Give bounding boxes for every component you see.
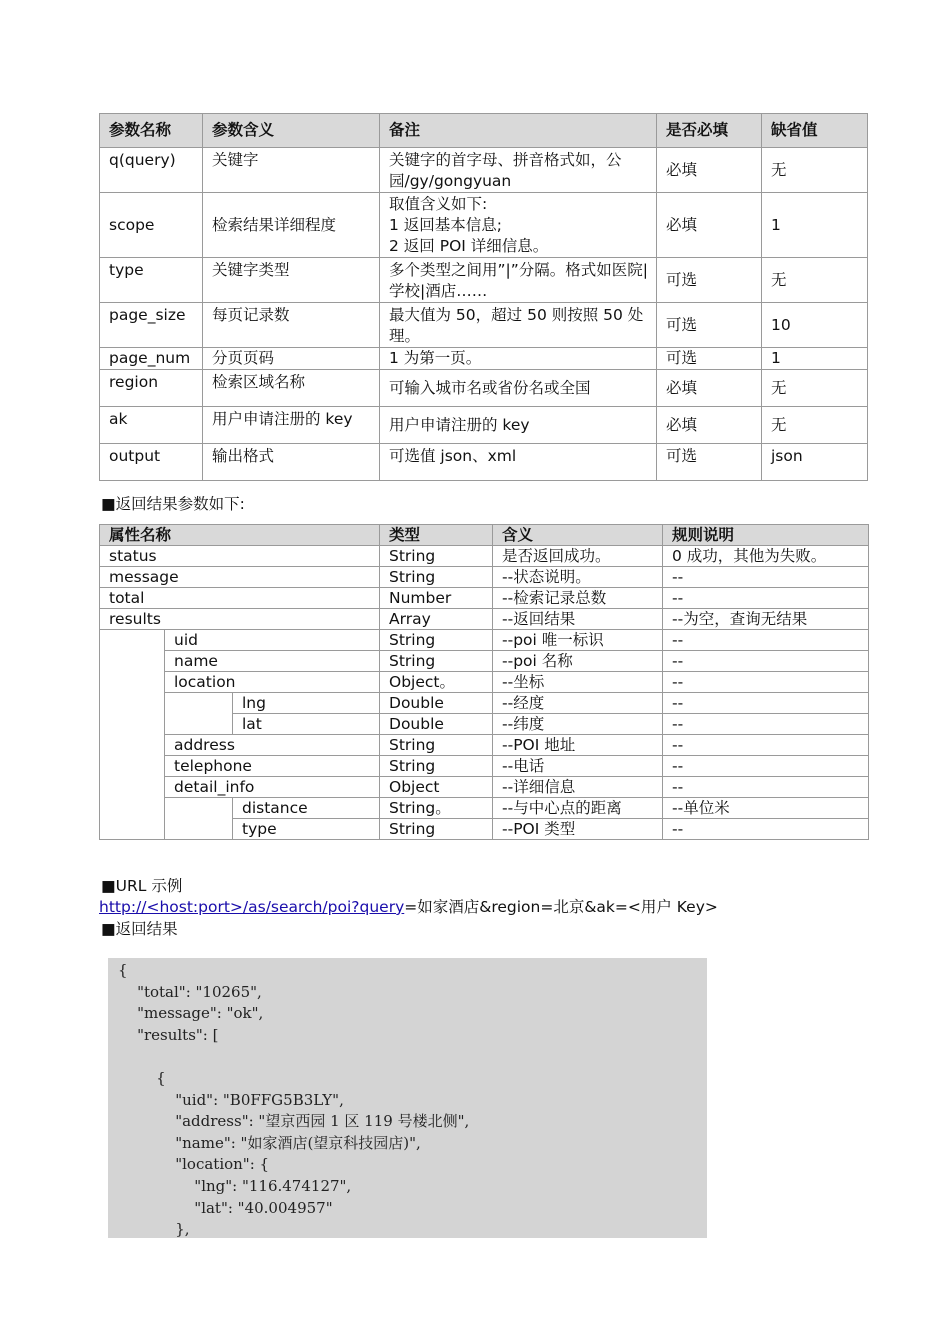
param-required: 必填: [657, 407, 762, 444]
attr-rule: --: [663, 651, 869, 672]
param-required: 必填: [657, 370, 762, 407]
url-example-link[interactable]: http://<host:port>/as/search/poi?query: [99, 898, 405, 916]
attr-name: address: [165, 735, 380, 756]
param-remark: 多个类型之间用”|”分隔。格式如医院|学校|酒店……: [380, 258, 657, 303]
attr-meaning: --状态说明。: [493, 567, 663, 588]
param-default: 无: [762, 407, 868, 444]
attr-meaning: --经度: [493, 693, 663, 714]
attr-type: Double: [380, 714, 493, 735]
attr-name: distance: [233, 798, 380, 819]
attr-name: lat: [233, 714, 380, 735]
attr-meaning: 是否返回成功。: [493, 546, 663, 567]
param-name: type: [100, 258, 203, 303]
param-remark: 1 为第一页。: [380, 348, 657, 370]
attr-type: String。: [380, 798, 493, 819]
table-row: [100, 693, 869, 714]
attr-meaning: --与中心点的距离: [493, 798, 663, 819]
param-name: output: [100, 444, 203, 481]
request-params-table: [99, 113, 868, 481]
attr-rule: --: [663, 714, 869, 735]
attr-name: type: [233, 819, 380, 840]
attr-name: detail_info: [165, 777, 380, 798]
attr-rule: --: [663, 735, 869, 756]
attr-meaning: --poi 唯一标识: [493, 630, 663, 651]
attr-meaning: --POI 地址: [493, 735, 663, 756]
param-meaning: 每页记录数: [203, 303, 380, 348]
attr-type: String: [380, 630, 493, 651]
header-cell: 是否必填: [657, 114, 762, 148]
param-name: region: [100, 370, 203, 407]
param-name: ak: [100, 407, 203, 444]
attr-meaning: --poi 名称: [493, 651, 663, 672]
param-meaning: 检索区域名称: [203, 370, 380, 407]
table-row: [100, 777, 869, 798]
attr-name: telephone: [165, 756, 380, 777]
param-remark: 用户申请注册的 key: [380, 407, 657, 444]
param-remark: 取值含义如下: 1 返回基本信息; 2 返回 POI 详细信息。: [380, 193, 657, 258]
result-params-heading: ■返回结果参数如下:: [101, 495, 245, 513]
attr-type: String: [380, 819, 493, 840]
table-row: [100, 798, 869, 819]
attr-meaning: --POI 类型: [493, 819, 663, 840]
header-cell: 备注: [380, 114, 657, 148]
table-row: [100, 735, 869, 756]
header-cell: 缺省值: [762, 114, 868, 148]
table-row: [100, 651, 869, 672]
header-cell: 属性名称: [100, 525, 380, 546]
table-row: [100, 546, 869, 567]
indent-spacer: [165, 693, 233, 735]
attr-type: String: [380, 651, 493, 672]
attr-rule: --: [663, 630, 869, 651]
header-cell: 参数含义: [203, 114, 380, 148]
attr-name: lng: [233, 693, 380, 714]
attr-type: Array: [380, 609, 493, 630]
param-meaning: 用户申请注册的 key: [203, 407, 380, 444]
param-default: json: [762, 444, 868, 481]
attr-name: message: [100, 567, 380, 588]
param-remark: 最大值为 50，超过 50 则按照 50 处理。: [380, 303, 657, 348]
header-cell: 类型: [380, 525, 493, 546]
attr-name: results: [100, 609, 380, 630]
return-result-heading: ■返回结果: [101, 920, 178, 938]
table-row: [100, 672, 869, 693]
result-attributes-table: [99, 524, 869, 840]
param-name: page_size: [100, 303, 203, 348]
indent-spacer: [165, 798, 233, 840]
param-name: q(query): [100, 148, 203, 193]
attr-rule: 0 成功，其他为失败。: [663, 546, 869, 567]
attr-meaning: --坐标: [493, 672, 663, 693]
table-row: [100, 567, 869, 588]
param-required: 必填: [657, 148, 762, 193]
param-default: 1: [762, 348, 868, 370]
param-meaning: 分页页码: [203, 348, 380, 370]
attr-meaning: --纬度: [493, 714, 663, 735]
param-default: 无: [762, 258, 868, 303]
attr-name: status: [100, 546, 380, 567]
attr-meaning: --详细信息: [493, 777, 663, 798]
table-row: [100, 630, 869, 651]
attr-name: location: [165, 672, 380, 693]
table-row: [100, 348, 868, 370]
attr-type: String: [380, 567, 493, 588]
table-row: [100, 407, 868, 444]
table-row: [100, 609, 869, 630]
header-cell: 规则说明: [663, 525, 869, 546]
attr-rule: --: [663, 567, 869, 588]
attr-type: String: [380, 735, 493, 756]
attr-meaning: --返回结果: [493, 609, 663, 630]
param-meaning: 输出格式: [203, 444, 380, 481]
attr-type: String: [380, 546, 493, 567]
url-example-query: =如家酒店&region=北京&ak=<用户 Key>: [404, 898, 718, 916]
table-row: [100, 370, 868, 407]
param-required: 可选: [657, 258, 762, 303]
param-default: 10: [762, 303, 868, 348]
attr-type: Double: [380, 693, 493, 714]
param-default: 1: [762, 193, 868, 258]
param-required: 可选: [657, 348, 762, 370]
param-remark: 关键字的首字母、拼音格式如，公园/gy/gongyuan: [380, 148, 657, 193]
table-row: [100, 148, 868, 193]
url-example-line: [99, 897, 718, 918]
attr-type: Object: [380, 777, 493, 798]
param-meaning: 关键字: [203, 148, 380, 193]
attr-meaning: --检索记录总数: [493, 588, 663, 609]
table-row: [100, 303, 868, 348]
table-header-row: [100, 114, 868, 148]
attr-rule: --: [663, 819, 869, 840]
attr-rule: --: [663, 777, 869, 798]
table-row: [100, 756, 869, 777]
attr-name: uid: [165, 630, 380, 651]
attr-type: Number: [380, 588, 493, 609]
param-required: 可选: [657, 303, 762, 348]
param-name: page_num: [100, 348, 203, 370]
table-row: [100, 258, 868, 303]
json-code-sample: [108, 958, 707, 1238]
param-default: 无: [762, 148, 868, 193]
header-cell: 含义: [493, 525, 663, 546]
url-example-heading: ■URL 示例: [101, 877, 183, 895]
indent-spacer: [100, 630, 165, 840]
table-row: [100, 444, 868, 481]
table-row: [100, 193, 868, 258]
param-meaning: 检索结果详细程度: [203, 193, 380, 258]
attr-type: String: [380, 756, 493, 777]
attr-name: name: [165, 651, 380, 672]
code-text: { "total": "10265", "message": "ok", "results": [ { "uid": "B0FFG5B3LY", "address": "望京西园 1 区 119 号楼北侧", "name": "如家酒店(望京科技园店)", "location": { "lng": "116.474127", "lat": "40.004957" },: [118, 961, 470, 1238]
param-required: 可选: [657, 444, 762, 481]
attr-rule: --为空，查询无结果: [663, 609, 869, 630]
param-name: scope: [100, 193, 203, 258]
table-row: [100, 588, 869, 609]
attr-rule: --: [663, 588, 869, 609]
param-remark: 可输入城市名或省份名或全国: [380, 370, 657, 407]
attr-rule: --单位米: [663, 798, 869, 819]
attr-rule: --: [663, 672, 869, 693]
param-remark: 可选值 json、xml: [380, 444, 657, 481]
param-required: 必填: [657, 193, 762, 258]
attr-name: total: [100, 588, 380, 609]
attr-rule: --: [663, 756, 869, 777]
attr-rule: --: [663, 693, 869, 714]
param-default: 无: [762, 370, 868, 407]
param-meaning: 关键字类型: [203, 258, 380, 303]
table-header-row: [100, 525, 869, 546]
header-cell: 参数名称: [100, 114, 203, 148]
attr-meaning: --电话: [493, 756, 663, 777]
attr-type: Object。: [380, 672, 493, 693]
